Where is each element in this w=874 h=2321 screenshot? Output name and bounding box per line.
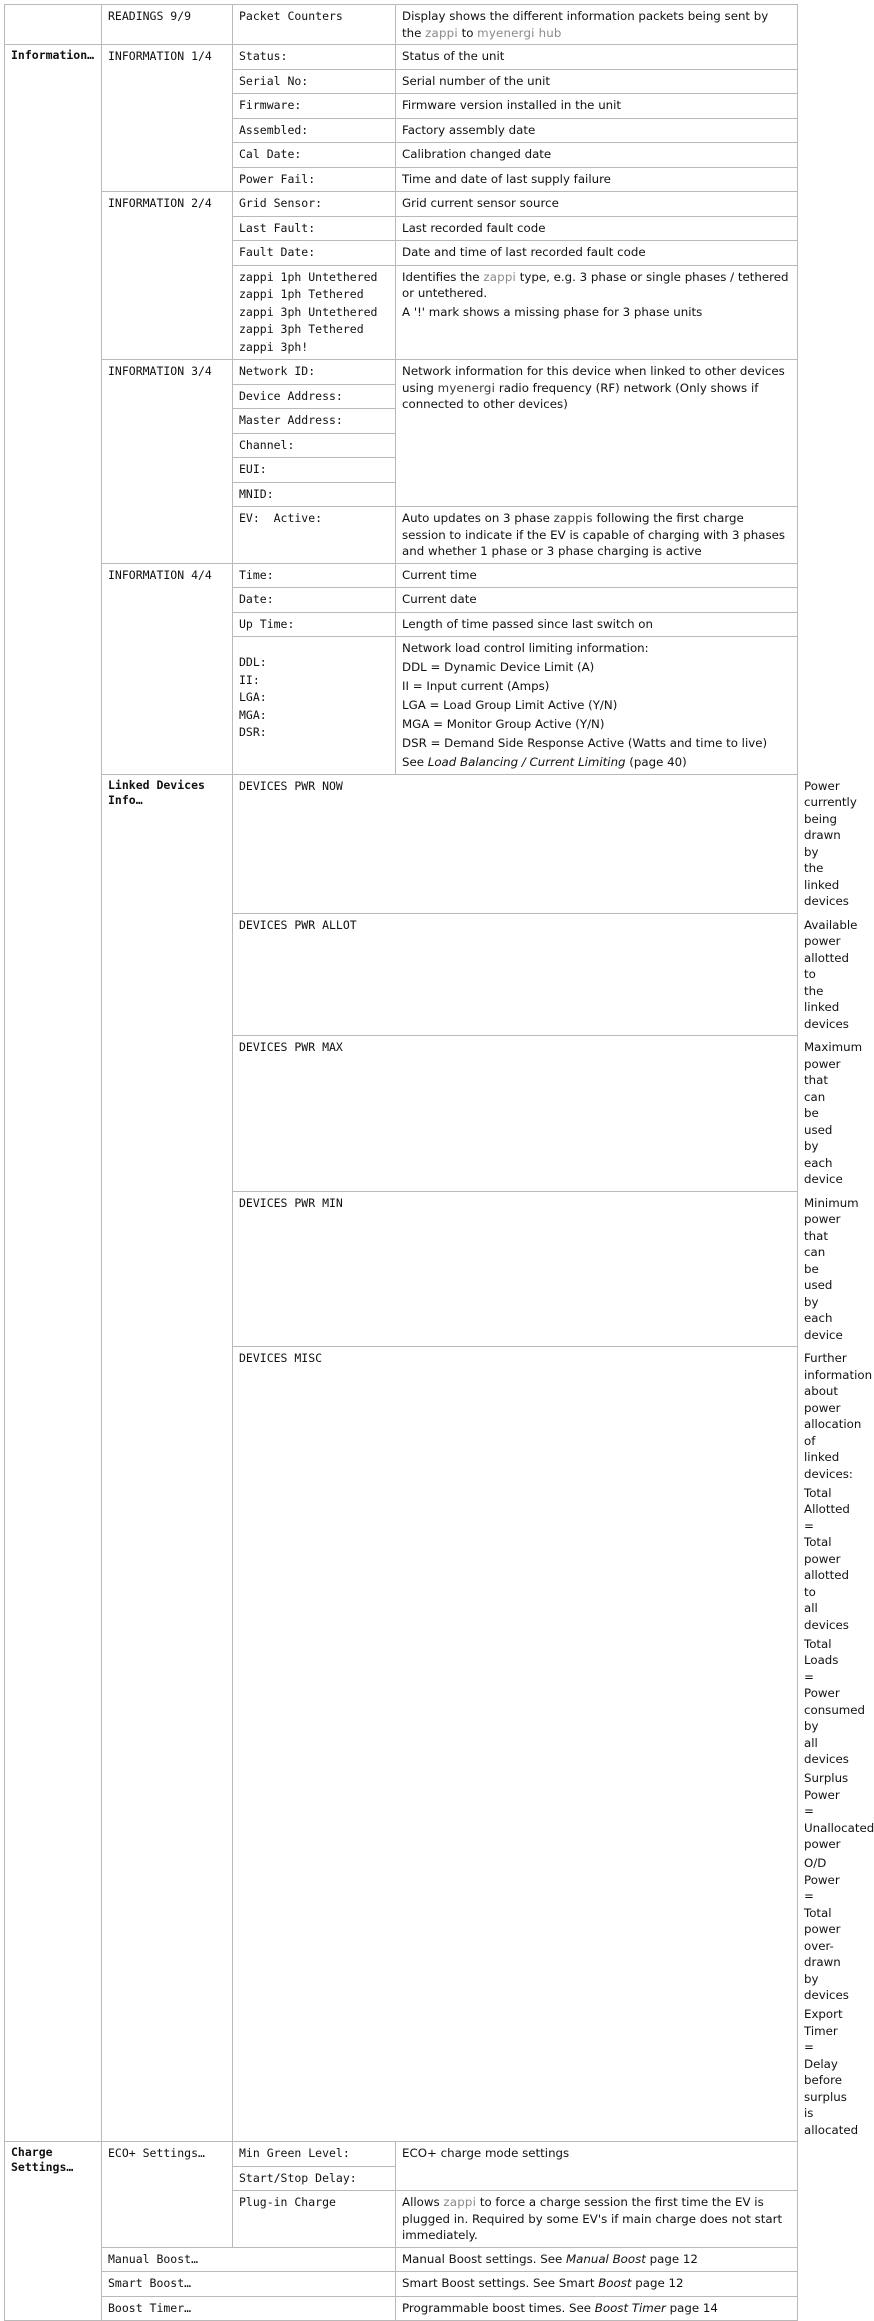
myenergi-hub-logo-text: myenergi hub xyxy=(477,25,562,40)
item-label: Power Fail: xyxy=(233,167,396,192)
item-label: Channel: xyxy=(233,433,396,458)
item-label: Serial No: xyxy=(233,69,396,94)
screen-name: DEVICES MISC xyxy=(233,1347,798,2142)
page-reference: Load Balancing / Current Limiting xyxy=(427,755,626,769)
category-linked-devices: Linked Devices Info… xyxy=(102,774,233,2142)
table-row xyxy=(5,192,798,217)
item-description: Allows zappi to force a charge session the first time the EV is plugged in. Required by some EV's if main charge does not start immediately. xyxy=(396,2191,798,2248)
screen-name: DEVICES PWR MIN xyxy=(233,1191,798,1347)
zappi-logo-text: zappi xyxy=(443,2195,477,2209)
item-description: Manual Boost settings. See Manual Boost page 12 xyxy=(396,2247,798,2272)
item-description: Firmware version installed in the unit xyxy=(396,94,798,119)
item-label: Status: xyxy=(233,45,396,70)
table-row: DEVICES MISC Further information about power allocation of linked devices: Total Allotted = Total power allotted to all devices Total Loads = Power consumed by all devices Surplus Power = Unallocated power O/D Power = Total power over-drawn by devices Export Timer = Delay before surplus is allocated xyxy=(5,1347,798,2142)
item-label: Grid Sensor: xyxy=(233,192,396,217)
item-label-list xyxy=(233,637,396,775)
item-label: Fault Date: xyxy=(233,241,396,266)
item-description: Grid current sensor source xyxy=(396,192,798,217)
item-description: Identifies the zappi type, e.g. 3 phase or single phases / tethered or untethered. A '!' mark shows a missing phase for 3 phase units xyxy=(396,265,798,360)
item-label: EV: Active: xyxy=(233,507,396,564)
zappi-type-item: zappi 3ph Untethered xyxy=(239,304,378,319)
page-reference: Boost xyxy=(598,2276,632,2290)
table-row xyxy=(5,563,798,588)
zappi-logo-text: zappis xyxy=(553,511,593,525)
screen-name: DEVICES PWR ALLOT xyxy=(233,913,798,1036)
screen-name: Smart Boost… xyxy=(102,2272,396,2297)
load-control-item: LGA: xyxy=(239,690,267,704)
item-label: Up Time: xyxy=(233,612,396,637)
zappi-type-item: zappi 1ph Tethered xyxy=(239,287,364,301)
item-label: Last Fault: xyxy=(233,216,396,241)
item-description: Programmable boost times. See Boost Timer page 14 xyxy=(396,2296,798,2321)
load-control-item: II: xyxy=(239,672,260,687)
table-row xyxy=(5,2296,798,2321)
item-label: Master Address: xyxy=(233,409,396,434)
page-reference: Manual Boost xyxy=(565,2251,646,2266)
item-description: Status of the unit xyxy=(396,45,798,70)
screen-name: Manual Boost… xyxy=(102,2247,396,2272)
screen-name: INFORMATION 1/4 xyxy=(102,45,233,192)
table-row xyxy=(5,2142,798,2167)
item-label: Start/Stop Delay: xyxy=(233,2166,396,2191)
item-description: Date and time of last recorded fault code xyxy=(396,241,798,266)
item-label: Assembled: xyxy=(233,118,396,143)
item-description: Display shows the different information packets being sent by the zappi to myenergi hub xyxy=(396,5,798,45)
item-description: Current date xyxy=(396,588,798,613)
category-charge-settings: Charge Settings… xyxy=(5,2142,102,2321)
item-label: Network ID: xyxy=(233,360,396,385)
screen-name: INFORMATION 3/4 xyxy=(102,360,233,564)
zappi-type-item: zappi 1ph Untethered xyxy=(239,269,378,284)
table-row: DEVICES PWR MIN Minimum power that can be used by each device xyxy=(5,1191,798,1347)
table-row xyxy=(5,2272,798,2297)
item-description: Calibration changed date xyxy=(396,143,798,168)
item-label: Date: xyxy=(233,588,396,613)
item-description: Auto updates on 3 phase zappis following the first charge session to indicate if the EV is capable of charging with 3 phases and whether 1 phase or 3 phase charging is active xyxy=(396,507,798,564)
screen-name: INFORMATION 2/4 xyxy=(102,192,233,360)
item-label: MNID: xyxy=(233,482,396,507)
screen-name: DEVICES PWR NOW xyxy=(233,774,798,913)
item-label: Device Address: xyxy=(233,384,396,409)
item-label: Time: xyxy=(233,563,396,588)
item-description: Serial number of the unit xyxy=(396,69,798,94)
page-reference: Boost Timer xyxy=(594,2300,666,2315)
item-label: Plug-in Charge xyxy=(233,2191,396,2248)
screen-name: DEVICES PWR MAX xyxy=(233,1036,798,1192)
zappi-type-item: zappi 3ph Tethered xyxy=(239,322,364,336)
table-row xyxy=(5,2247,798,2272)
item-description: Smart Boost settings. See Smart Boost page 12 xyxy=(396,2272,798,2297)
table-row: DEVICES PWR MAX Maximum power that can be used by each device xyxy=(5,1036,798,1192)
table-row xyxy=(5,5,798,45)
table-row xyxy=(5,45,798,70)
load-control-item: DSR: xyxy=(239,725,267,739)
table-row xyxy=(5,360,798,385)
load-control-item: MGA: xyxy=(239,707,267,722)
item-description: Current time xyxy=(396,563,798,588)
screen-name: Boost Timer… xyxy=(102,2296,396,2321)
item-label: Packet Counters xyxy=(233,5,396,45)
item-description: Time and date of last supply failure xyxy=(396,167,798,192)
zappi-logo-text: zappi xyxy=(425,25,458,40)
item-description: Network load control limiting information: DDL = Dynamic Device Limit (A) II = Input current (Amps) LGA = Load Group Limit Active (Y/N) MGA = Monitor Group Active (Y/N) DSR = Demand Side Response Active (Watts and time to live) See Load Balancing / Current Limiting (page 40) xyxy=(396,637,798,775)
item-description: Factory assembly date xyxy=(396,118,798,143)
item-description: Length of time passed since last switch on xyxy=(396,612,798,637)
menu-reference-table xyxy=(4,4,874,2321)
table-row: DEVICES PWR ALLOT Available power allotted to the linked devices xyxy=(5,913,798,1036)
category-information: Information… xyxy=(5,45,102,2142)
item-description: Network information for this device when linked to other devices using myenergi radio frequency (RF) network (Only shows if connected to other devices) xyxy=(396,360,798,507)
item-description: Last recorded fault code xyxy=(396,216,798,241)
zappi-logo-text: zappi xyxy=(483,269,516,284)
item-label-list xyxy=(233,265,396,360)
category-cell xyxy=(5,5,102,45)
item-label: EUI: xyxy=(233,458,396,483)
zappi-type-item: zappi 3ph! xyxy=(239,339,309,354)
load-control-item: DDL: xyxy=(239,655,267,669)
item-label: Min Green Level: xyxy=(233,2142,396,2167)
screen-name: ECO+ Settings… xyxy=(102,2142,233,2248)
myenergi-logo-text: myenergi xyxy=(437,380,496,395)
screen-name: INFORMATION 4/4 xyxy=(102,563,233,774)
screen-name: READINGS 9/9 xyxy=(102,5,233,45)
item-label: Cal Date: xyxy=(233,143,396,168)
item-label: Firmware: xyxy=(233,94,396,119)
table-row: Linked Devices Info… DEVICES PWR NOW Power currently being drawn by the linked devices xyxy=(5,774,798,913)
item-description: ECO+ charge mode settings xyxy=(396,2142,798,2191)
